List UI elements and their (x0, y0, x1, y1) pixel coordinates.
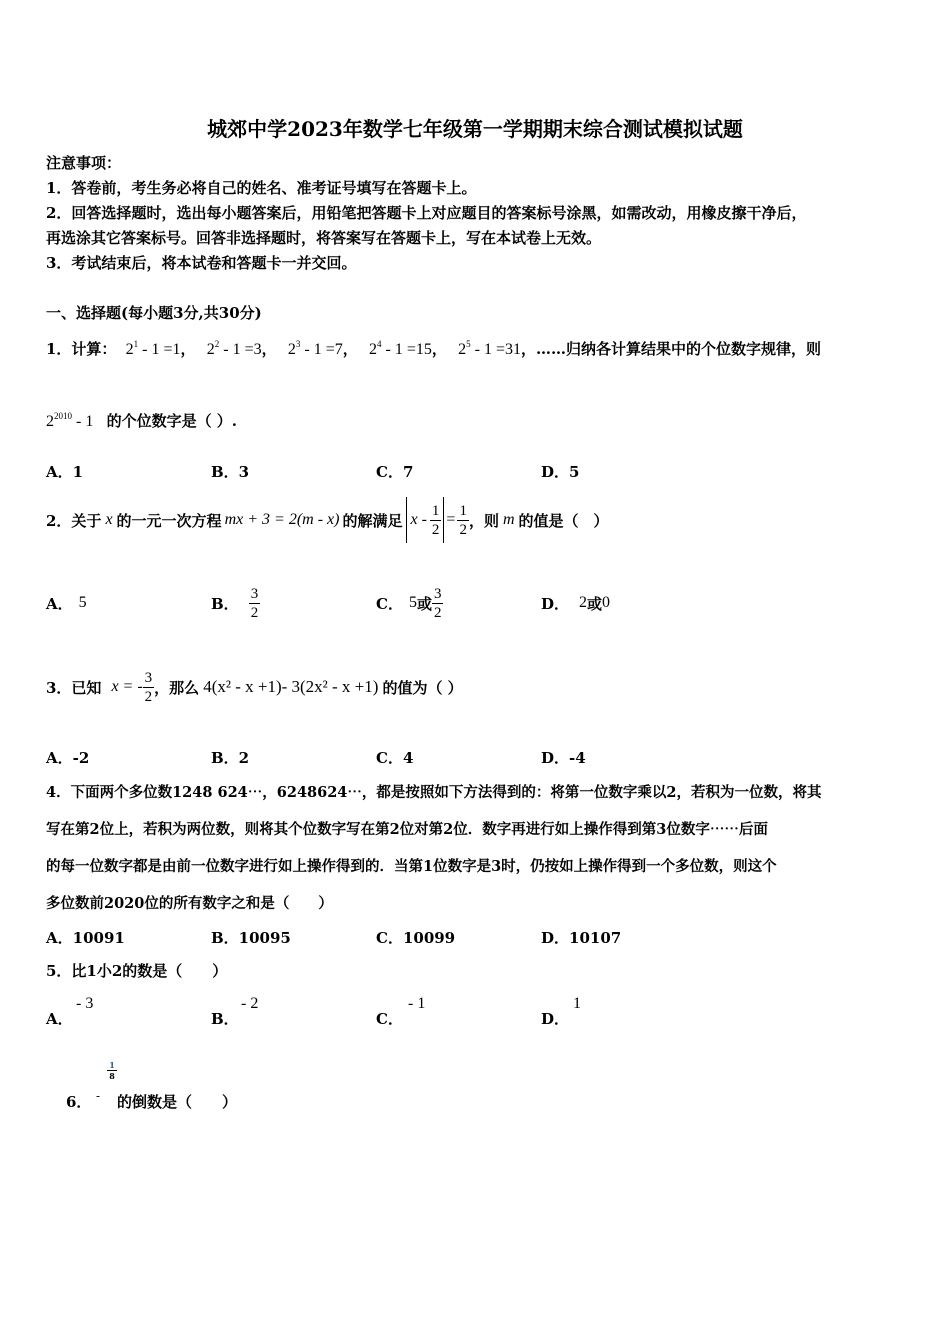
section-heading: 一、选择题(每小题3分,共30分) (46, 304, 262, 322)
q2-var-m: m (502, 511, 515, 528)
q5-option-b-value: - 2 (241, 995, 259, 1012)
q6-number: 6． (66, 1093, 92, 1111)
question-1-stem-line2: $2^{2010} - 1$ 的个位数字是（ ）. (46, 411, 238, 430)
question-6-stem: 的倒数是（ ） (117, 1093, 238, 1111)
question-1-stem: 1．计算： $2^1 - 1 =1$， $2^2 - 1 =3$， $2^3 - 1 =7$， $2^4 - 1 =15$， $2^5 - 1 =31$，……归纳各计算结果中的个位数字规律，则 (46, 339, 821, 358)
q6-minus: - (96, 1089, 101, 1103)
q4-option-a[interactable]: A．10091 (46, 929, 125, 947)
q1-power: $2^{2010} - 1$ (46, 411, 94, 430)
q5-option-c-value: - 1 (408, 995, 426, 1012)
q1-eq4: $2^4 - 1 =15$ (369, 339, 432, 358)
q4-option-c[interactable]: C．10099 (376, 929, 456, 947)
q2-rhs-fraction: $\frac{1}{2}$ (459, 502, 467, 538)
q2-option-b[interactable]: B． $\frac{3}{2}$ (211, 585, 259, 621)
q2-option-d[interactable]: D． 2 或 0 (541, 594, 611, 613)
q2-option-c[interactable]: C． 5 或 $\frac{3}{2}$ (376, 585, 442, 621)
q3-option-d[interactable]: D．-4 (541, 749, 586, 767)
q3-option-b[interactable]: B．2 (211, 749, 250, 767)
notice-item: 再选涂其它答案标号。回答非选择题时，将答案写在答题卡上，写在本试卷上无效。 (46, 229, 602, 247)
question-4-line: 多位数前2020位的所有数字之和是（ ） (46, 895, 333, 912)
q6-fraction: 1 8 (107, 1060, 117, 1081)
q1-prefix: 1．计算： (46, 340, 117, 358)
notice-item: 3．考试结束后，将本试卷和答题卡一并交回。 (46, 254, 357, 272)
question-4-line: 写在第2位上，若积为两位数，则将其个位数字写在第2位对第2位．数字再进行如上操作得到第3位数字⋯⋯后面 (46, 821, 768, 838)
q2-optc-fraction: $\frac{3}{2}$ (433, 585, 442, 621)
q1-eq1: $2^1 - 1 =1$ (125, 339, 181, 358)
q2-var-x: x (105, 511, 113, 528)
q5-option-d[interactable]: D． (541, 1010, 570, 1028)
q3-option-c[interactable]: C．4 (376, 749, 414, 767)
q1-eq5: $2^5 - 1 =31$ (458, 339, 521, 358)
q2-fraction: $\frac{1}{2}$ (431, 502, 440, 538)
question-3-stem: 3．已知 x = - $\frac{3}{2}$ ，那么 4(x² - x +1)- 3(2x² - x +1) 的值为（ ） (46, 669, 463, 705)
q3-fraction: $\frac{3}{2}$ (144, 669, 153, 705)
q5-option-c[interactable]: C． (376, 1010, 403, 1028)
page-title: 城郊中学2023年数学七年级第一学期期末综合测试模拟试题 (207, 117, 743, 141)
q5-option-d-value: 1 (573, 995, 581, 1012)
notice-item: 1．答卷前，考生务必将自己的姓名、准考证号填写在答题卡上。 (46, 179, 477, 197)
notice-item: 2．回答选择题时，选出每小题答案后，用铅笔把答题卡上对应题目的答案标号涂黑，如需改动，用橡皮擦干净后， (46, 204, 807, 222)
q2-optb-fraction: $\frac{3}{2}$ (250, 585, 259, 621)
notice-heading: 注意事项： (46, 154, 122, 172)
q1-option-b[interactable]: B．3 (211, 463, 250, 481)
q4-option-b[interactable]: B．10095 (211, 929, 291, 947)
q2-equation: mx + 3 = 2(m - x) (224, 511, 340, 528)
question-4-line: 4．下面两个多位数1248 624⋯，6248624⋯，都是按照如下方法得到的：将第一位数字乘以2，若积为一位数，将其 (46, 784, 822, 801)
question-4-line: 的每一位数字都是由前一位数字进行如上操作得到的．当第1位数字是3时，仍按如上操作得到一个多位数，则这个 (46, 858, 777, 875)
abs-bar-left (406, 497, 407, 543)
q1-eq3: $2^3 - 1 =7$ (287, 339, 343, 358)
q1-option-d[interactable]: D．5 (541, 463, 580, 481)
question-2-stem: 2．关于 x 的一元一次方程 mx + 3 = 2(m - x) 的解满足 x - $\frac{1}{2}$ = $\frac{1}{2}$ ，则 m 的值是（ ） (46, 495, 609, 545)
q1-option-a[interactable]: A．1 (46, 463, 84, 481)
q3-option-a[interactable]: A．-2 (46, 749, 90, 767)
q5-option-a-value: - 3 (76, 995, 94, 1012)
q2-option-a[interactable]: A． 5 (46, 594, 87, 613)
q4-option-d[interactable]: D．10107 (541, 929, 622, 947)
q1-eq2: $2^2 - 1 =3$ (206, 339, 262, 358)
abs-bar-right (443, 497, 444, 543)
q1-option-c[interactable]: C．7 (376, 463, 414, 481)
q5-option-b[interactable]: B． (211, 1010, 239, 1028)
question-5-stem: 5．比1小2的数是（ ） (46, 962, 228, 980)
q3-expression: 4(x² - x +1)- 3(2x² - x +1) (203, 677, 379, 696)
q5-option-a[interactable]: A． (46, 1010, 73, 1028)
